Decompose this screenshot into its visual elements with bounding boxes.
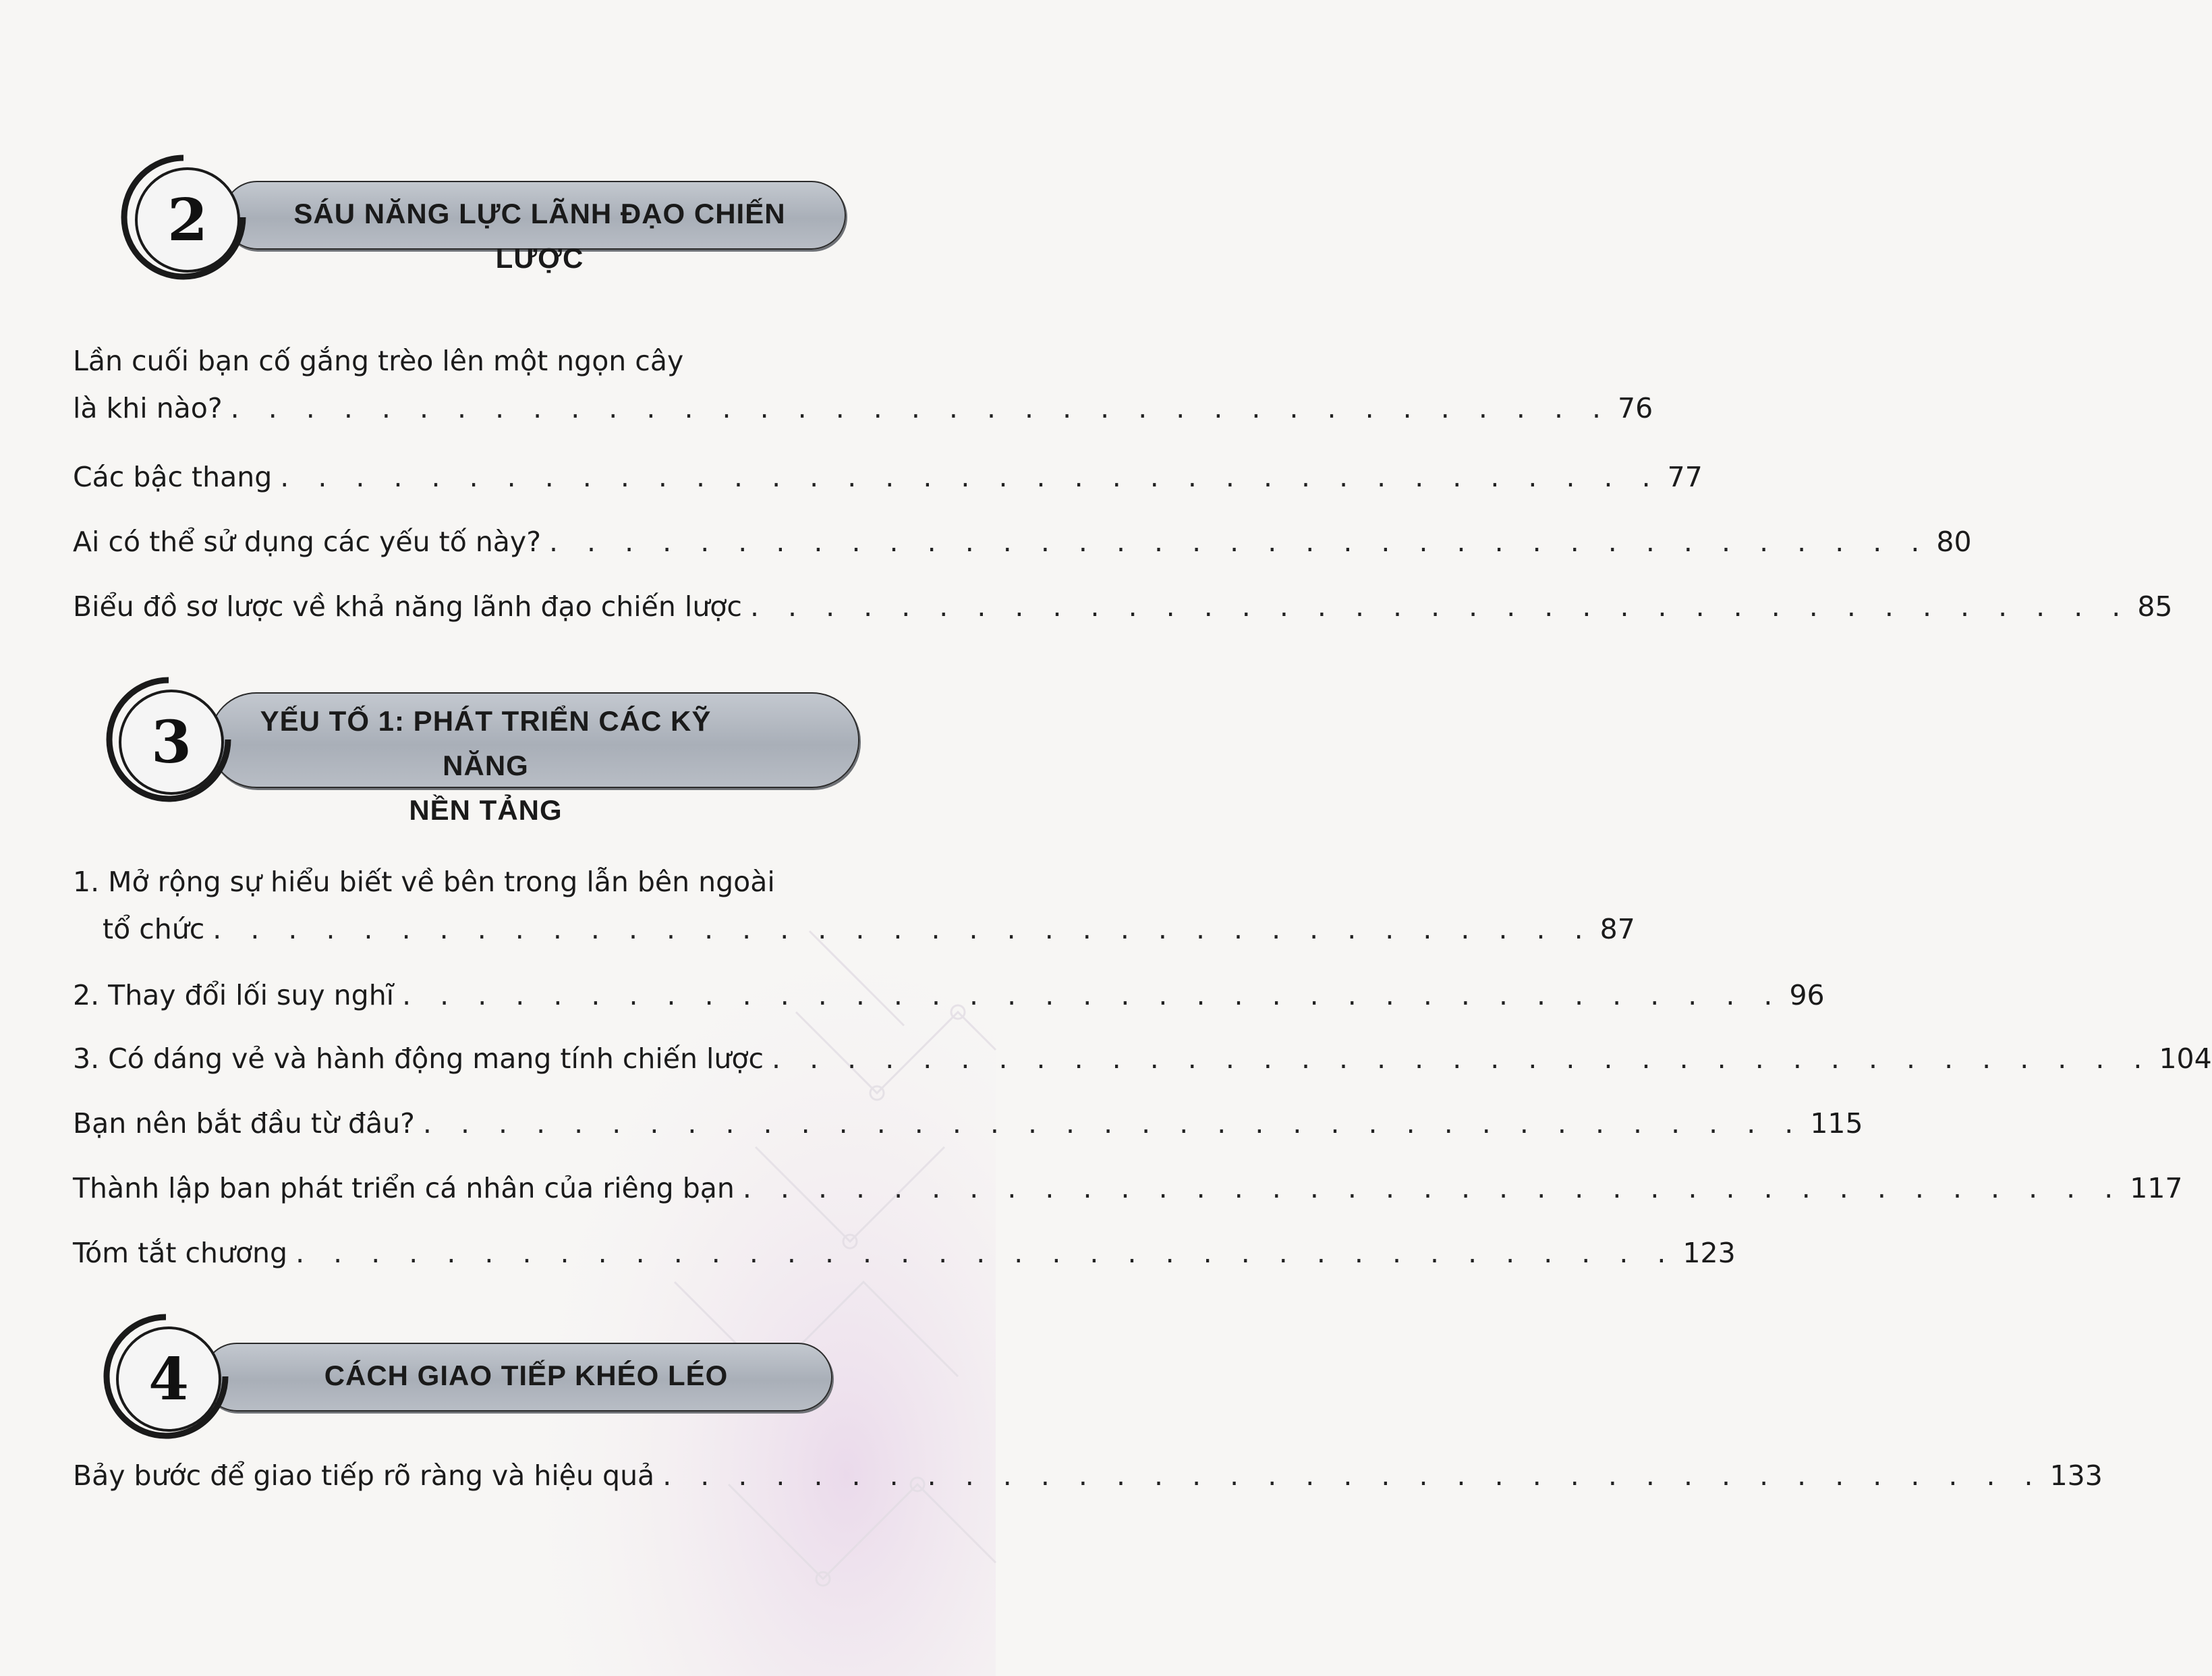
- toc-entry-title: 2. Thay đổi lối suy nghĩ: [73, 979, 395, 1011]
- toc-entry[interactable]: [73, 1165, 2183, 1212]
- toc-page-number: 76: [1618, 392, 1653, 424]
- toc-entry[interactable]: [73, 972, 1825, 1019]
- toc-page-number: 96: [1789, 979, 1825, 1011]
- chapter-number: 4: [148, 1345, 189, 1414]
- chapter-title-line: SÁU NĂNG LỰC LÃNH ĐẠO CHIẾN LƯỢC: [293, 198, 786, 274]
- toc-entry-title: 3. Có dáng vẻ và hành động mang tính chiến lược: [73, 1042, 764, 1075]
- dot-leader: . . . . . . . . . . . . . . . . . . . . . . . . . . . . . . . . . . . . .: [422, 1107, 1804, 1140]
- toc-page-number: 133: [2049, 1459, 2103, 1492]
- toc-entry-title-line: tổ chức: [103, 913, 205, 945]
- dot-leader: . . . . . . . . . . . . . . . . . . . . . . . . . . . . . . . . . . . . .: [548, 526, 1930, 558]
- toc-page-number: 77: [1667, 461, 1703, 493]
- toc-entry-title-line: 1. Mở rộng sự hiểu biết về bên trong lẫn bên ngoài: [73, 866, 775, 898]
- chapter-title-line: NỀN TẢNG: [409, 794, 563, 826]
- chapter-title: [250, 192, 830, 281]
- dot-leader: . . . . . . . . . . . . . . . . . . . . . . . . . . . . . . . . . . . . .: [295, 1237, 1676, 1269]
- toc-entry[interactable]: [73, 1100, 1863, 1147]
- toc-entry-title-line: là khi nào?: [73, 392, 223, 424]
- toc-page-number: 123: [1682, 1237, 1736, 1269]
- chapter-title-line: YẾU TỐ 1: PHÁT TRIỂN CÁC KỸ NĂNG: [260, 705, 712, 781]
- dot-leader: . . . . . . . . . . . . . . . . . . . . . . . . . . . . . . . . . . . . .: [230, 392, 1612, 424]
- chapter-number: 2: [167, 186, 208, 254]
- dot-leader: . . . . . . . . . . . . . . . . . . . . . . . . . . . . . . . . . . . . .: [280, 461, 1661, 493]
- dot-leader: . . . . . . . . . . . . . . . . . . . . . . . . . . . . . . . . . . . . .: [662, 1459, 2043, 1492]
- toc-entry-title: Tóm tắt chương: [73, 1237, 288, 1269]
- toc-page-number: 85: [2137, 590, 2173, 623]
- toc-entry-title: Các bậc thang: [73, 461, 273, 493]
- toc-page-number: 115: [1810, 1107, 1863, 1140]
- toc-page-number: 80: [1936, 526, 1972, 558]
- toc-entry[interactable]: [73, 583, 2173, 630]
- toc-entry[interactable]: [73, 1452, 2103, 1499]
- chapter-number-badge: [135, 167, 240, 273]
- toc-entry[interactable]: [73, 1229, 1736, 1277]
- dot-leader: . . . . . . . . . . . . . . . . . . . . . . . . . . . . . . . . . . . . .: [772, 1042, 2153, 1075]
- chapter-number-badge: [119, 690, 224, 795]
- toc-page-number: 104: [2159, 1042, 2212, 1075]
- chapter-title: [229, 699, 742, 833]
- dot-leader: . . . . . . . . . . . . . . . . . . . . . . . . . . . . . . . . . . . . .: [402, 979, 1783, 1011]
- toc-entry[interactable]: [73, 337, 1653, 432]
- chapter-title-line: CÁCH GIAO TIẾP KHÉO LÉO: [324, 1360, 729, 1391]
- toc-entry[interactable]: [73, 453, 1703, 501]
- chapter-number: 3: [151, 708, 192, 777]
- toc-page-number: 117: [2130, 1172, 2183, 1204]
- toc-entry-title: Bạn nên bắt đầu từ đâu?: [73, 1107, 415, 1140]
- toc-entry-title: Ai có thể sử dụng các yếu tố này?: [73, 526, 541, 558]
- dot-leader: . . . . . . . . . . . . . . . . . . . . . . . . . . . . . . . . . . . . .: [212, 913, 1593, 945]
- chapter-number-badge: [116, 1326, 221, 1432]
- chapter-title: [283, 1353, 769, 1398]
- toc-entry[interactable]: [73, 1035, 2212, 1082]
- toc-entry-title: Thành lập ban phát triển cá nhân của riêng bạn: [73, 1172, 735, 1204]
- toc-entry-title-line: Lần cuối bạn cố gắng trèo lên một ngọn cây: [73, 345, 684, 377]
- dot-leader: . . . . . . . . . . . . . . . . . . . . . . . . . . . . . . . . . . . . .: [749, 590, 2131, 623]
- toc-entry[interactable]: [73, 858, 1635, 953]
- toc-entry[interactable]: [73, 518, 1972, 565]
- toc-page-number: 87: [1599, 913, 1635, 945]
- toc-entry-title: Biểu đồ sơ lược về khả năng lãnh đạo chiến lược: [73, 590, 742, 623]
- dot-leader: . . . . . . . . . . . . . . . . . . . . . . . . . . . . . . . . . . . . .: [742, 1172, 2124, 1204]
- toc-entry-title: Bảy bước để giao tiếp rõ ràng và hiệu quả: [73, 1459, 655, 1492]
